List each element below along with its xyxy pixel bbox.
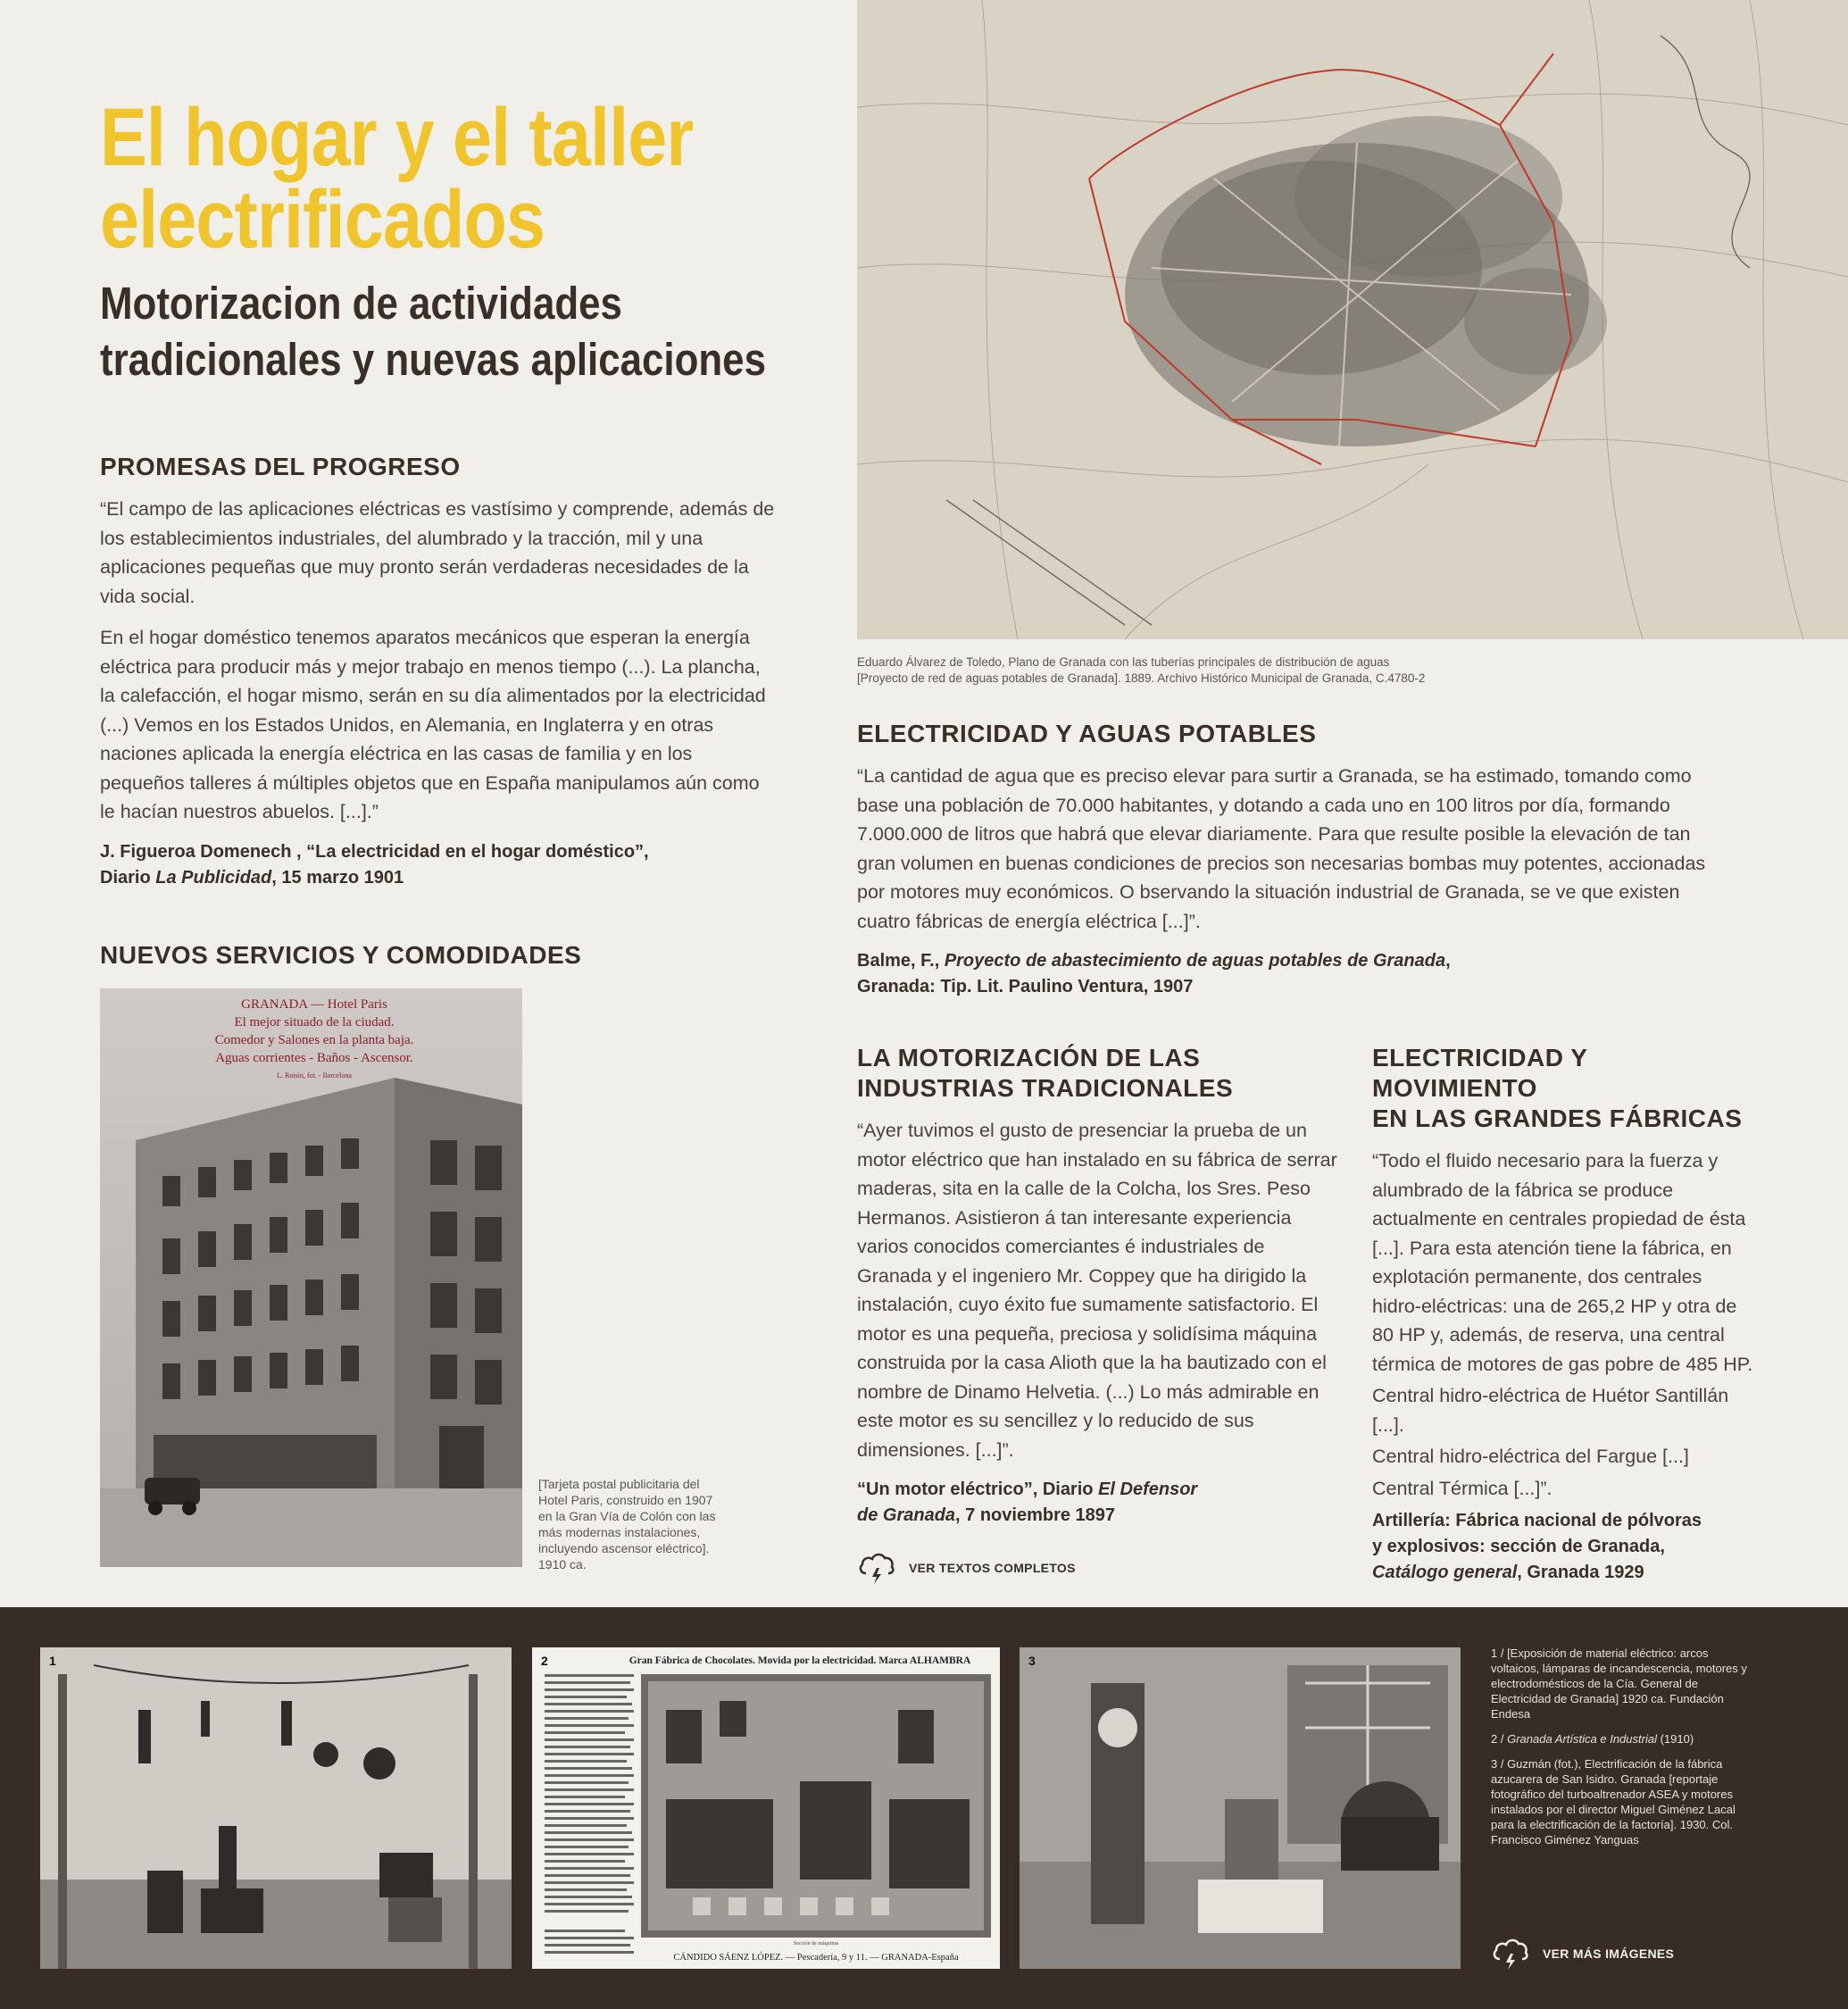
citation-text: “Un motor eléctrico”, Diario [857, 1480, 1099, 1499]
postcard-line: El mejor situado de la ciudad. [234, 1015, 395, 1030]
title-line-1: El hogar y el taller [100, 92, 694, 183]
section-motorizacion [857, 1043, 1339, 1586]
citation-line: y explosivos: sección de Granada, [1372, 1537, 1665, 1556]
ver-textos-label[interactable]: VER TEXTOS COMPLETOS [909, 1561, 1076, 1575]
gallery-image-3[interactable] [1020, 1647, 1461, 1969]
caption-line: [Proyecto de red de aguas potables de Granada]. 1889. Archivo Histórico Municipal de Granada, C.4780-2 [857, 671, 1426, 685]
paragraph: En el hogar doméstico tenemos aparatos mecánicos que esperan la energía eléctrica para producir más y mejor trabajo en menos tiempo (...). La plancha, la calefacción, el hogar mismo, serán en su día alimentados por la electricidad (...) Vemos en los Estados Unidos, en Alemania, en Inglaterra y en otras naciones aplicada la energía eléctrica en las casas de familia y en los pequeños talleres á múltiples objetos que en España manipulamos aún como le hacían nuestros abuelos. [...].” [100, 627, 766, 822]
caption-italic: Granada Artística e Industrial [1507, 1732, 1657, 1746]
citation-italic: de Granada [857, 1505, 956, 1525]
electrical-exhibition-photo [40, 1647, 512, 1969]
page-header: Gran Fábrica de Chocolates. Movida por la electricidad. Marca ALHAMBRA [628, 1655, 971, 1666]
page-title [100, 92, 714, 265]
caption-text: 2 / [1491, 1732, 1508, 1746]
section-heading: NUEVOS SERVICIOS Y COMODIDADES [100, 941, 582, 969]
section-heading [857, 1043, 1339, 1104]
heading-line: LA MOTORIZACIÓN DE LAS [857, 1044, 1201, 1071]
citation-text: , Granada 1929 [1517, 1563, 1644, 1582]
sugar-factory-photo [1020, 1647, 1461, 1969]
paragraph: “Ayer tuvimos el gusto de presenciar la prueba de un motor eléctrico que han instalado en su fábrica de serrar maderas, sita en la calle de la Colcha, los Sres. Peso Hermanos. Asistieron á tan interesante experiencia varios conocidos comerciantes é industriales de Granada y el ingeniero Mr. Coppey que ha dirigido la instalación, cuyo éxito fue sumamente satisfactorio. El motor es una pequeña, preciosa y solidísima máquina construida por la casa Alioth que la ha bautizado con el nombre de Dinamo Helvetia. (...) Lo más admirable en este motor es su sencillez y lo reducido de sus dimensiones. [...]”. [857, 1120, 1337, 1461]
subtitle-line-1: Motorizacion de actividades [100, 278, 622, 329]
paragraph: Central hidro-eléctrica de Huétor Santillán [...]. [1372, 1385, 1729, 1436]
paragraph: “El campo de las aplicaciones eléctricas es vastísimo y comprende, además de los establecimientos industriales, del alumbrado y la tracción, mil y una aplicaciones pequeñas que muy pronto serán verdaderas necesidades de la vida social. [100, 498, 775, 607]
subtitle-line-2: tradicionales y nuevas aplicaciones [100, 334, 766, 385]
citation-line [857, 948, 1710, 974]
citation [857, 1477, 1339, 1529]
citation-italic: El Defensor [1098, 1480, 1198, 1499]
citation-italic: Catálogo general [1372, 1563, 1518, 1582]
section-heading: PROMESAS DEL PROGRESO [100, 453, 461, 480]
caption-text: (1910) [1656, 1732, 1694, 1746]
heading-line: EN LAS GRANDES FÁBRICAS [1372, 1105, 1743, 1132]
caption-line: Eduardo Álvarez de Toledo, Plano de Granada con las tuberías principales de distribución de aguas [857, 655, 1390, 669]
caption-1: 1 / [Exposición de material eléctrico: arcos voltaicos, lámparas de incandescencia, motores y electrodomésticos de la Cía. General de Electricidad de Granada] 1920 ca. Fundación Endesa [1491, 1646, 1747, 1721]
ver-imagenes-link[interactable] [1491, 1936, 1674, 1971]
section-heading [1372, 1043, 1756, 1134]
citation-line [857, 1503, 1339, 1529]
gallery-number: 1 [49, 1654, 56, 1668]
paragraph: Central Térmica [...]”. [1372, 1477, 1552, 1499]
citation-line: Artillería: Fábrica nacional de pólvoras [1372, 1511, 1702, 1530]
paragraph: “Todo el fluido necesario para la fuerza y alumbrado de la fábrica se produce actualmente en centrales propiedad de ésta [...]. Para esta atención tiene la fábrica, en explotación permanente, dos centrales hidro-eléctricas: una de 265,2 HP y otra de 80 HP y, además, de reserva, una central térmica de motores de gas pobre de 485 HP. [1372, 1150, 1753, 1375]
citation [857, 948, 1710, 1000]
paragraph: Central hidro-eléctrica del Fargue [...] [1372, 1446, 1689, 1467]
citation-line: J. Figueroa Domenech , “La electricidad en el hogar doméstico”, [100, 841, 649, 862]
gallery-image-1[interactable] [40, 1647, 512, 1969]
ver-textos-link[interactable] [857, 1550, 1339, 1586]
gallery-captions [1491, 1646, 1754, 1847]
gallery-number: 3 [1028, 1654, 1036, 1668]
hotel-paris-postcard [100, 988, 522, 1567]
paragraph: “La cantidad de agua que es preciso elevar para surtir a Granada, se ha estimado, tomando como base una población de 70.000 habitantes, y dotando a cada uno en 100 litros por día, formando 7.000.000 de litros que habrá que elevar diariamente. Para que resulte posible la elevación de tan gran volumen en buenas condiciones de precios son necesarias bombas muy potentes, accionadas por motores muy económicos. O bservando la situación industrial de Granada, se ve que existen cuatro fábricas de energía eléctrica [...]”. [857, 765, 1706, 932]
postcard-line: GRANADA — Hotel Paris [241, 997, 387, 1012]
caption-3: 3 / Guzmán (fot.), Electrificación de la fábrica azucarera de San Isidro. Granada [reportaje fotográfico del turboaltrenador ASEA y motores instalados por el director Miguel Giménez Lacal para la electrificación de la factoría]. 1930. Col. Francisco Giménez Yanguas [1491, 1757, 1736, 1846]
postcard-line: L. Roisin, fot. - Barcelona [277, 1071, 352, 1080]
postcard-line: Aguas corrientes - Baños - Ascensor. [215, 1051, 413, 1065]
section-heading: ELECTRICIDAD Y AGUAS POTABLES [857, 720, 1317, 747]
postcard-caption: [Tarjeta postal publicitaria del Hotel Paris, construido en 1907 en la Gran Vía de Colón con las más modernas instalaciones, incluyendo ascensor eléctrico]. 1910 ca. [538, 1477, 716, 1571]
citation-text: , 15 marzo 1901 [271, 867, 404, 888]
citation-line: Granada: Tip. Lit. Paulino Ventura, 1907 [857, 977, 1194, 996]
chocolate-factory-page [532, 1647, 1000, 1969]
ver-imagenes-label[interactable]: VER MÁS IMÁGENES [1543, 1946, 1675, 1961]
cloud-bolt-icon [1491, 1936, 1530, 1971]
map-caption [857, 654, 1839, 687]
citation-line [857, 1477, 1339, 1503]
section-aguas [857, 719, 1710, 1000]
section-nuevos [100, 940, 778, 971]
citation [100, 839, 778, 891]
citation-italic: La Publicidad [155, 867, 272, 888]
granada-water-map [857, 0, 1848, 639]
postcard-line: Comedor y Salones en la planta baja. [214, 1033, 414, 1047]
section-promesas [100, 452, 778, 891]
title-line-2: electrificados [100, 174, 545, 265]
page-subcaption: Sección de máquinas [793, 1941, 839, 1946]
page-subtitle [100, 275, 776, 388]
citation-italic: Proyecto de abastecimiento de aguas potables de Granada [944, 951, 1446, 971]
cloud-bolt-icon [857, 1550, 896, 1586]
citation [1372, 1508, 1756, 1586]
heading-line: ELECTRICIDAD Y MOVIMIENTO [1372, 1044, 1587, 1102]
map-image [857, 0, 1848, 639]
citation-text: , 7 noviembre 1897 [955, 1505, 1116, 1525]
citation-line [100, 865, 778, 891]
citation-text: , [1445, 951, 1451, 971]
citation-line [1372, 1560, 1756, 1586]
heading-line: INDUSTRIAS TRADICIONALES [857, 1074, 1234, 1102]
citation-text: Diario [100, 867, 156, 888]
caption-2 [1491, 1731, 1754, 1746]
postcard-image [100, 988, 522, 1567]
citation-text: Balme, F., [857, 951, 945, 971]
section-movimiento [1372, 1043, 1756, 1586]
page-footer: CÁNDIDO SÁENZ LÓPEZ. — Pescadería, 9 y 11. — GRANADA-España [673, 1953, 959, 1963]
gallery-image-2[interactable] [532, 1647, 1000, 1969]
gallery-number: 2 [541, 1654, 548, 1668]
